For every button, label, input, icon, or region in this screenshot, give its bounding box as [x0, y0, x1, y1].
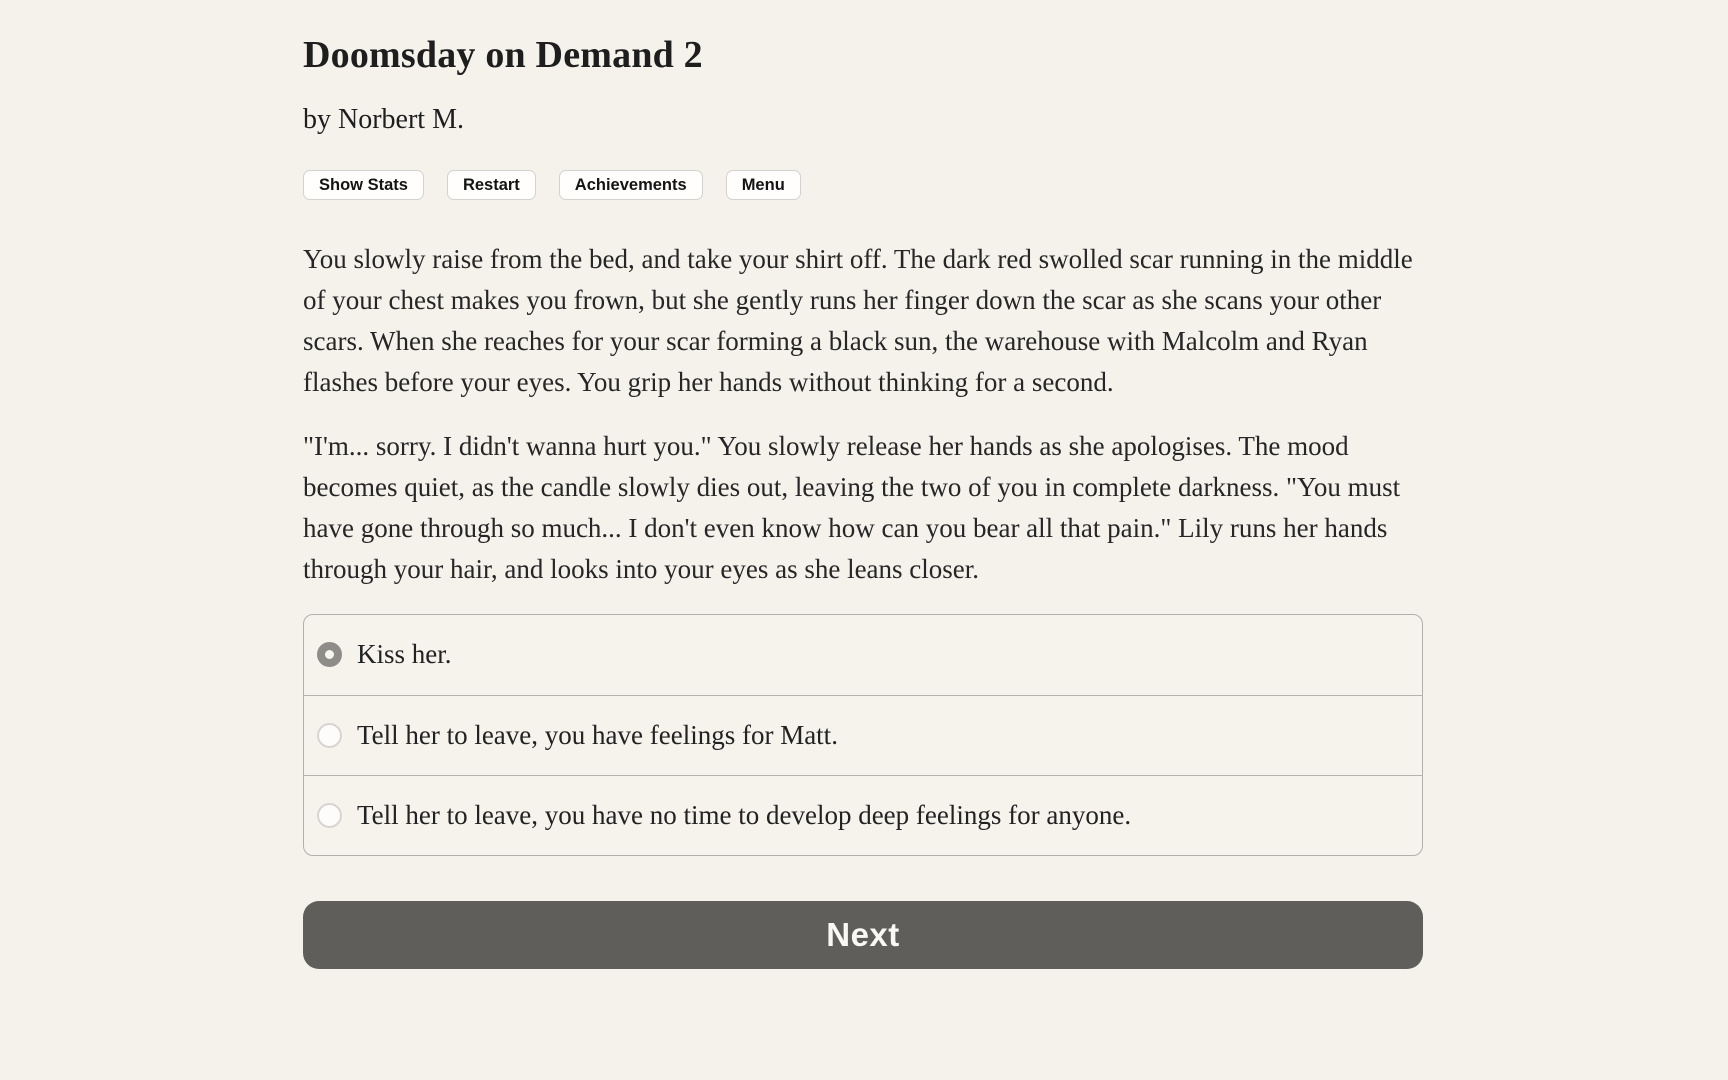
achievements-button[interactable]: Achievements — [559, 170, 703, 200]
author-byline: by Norbert M. — [303, 103, 464, 135]
choice-option-kiss-her[interactable] — [304, 615, 1422, 695]
story-paragraph: You slowly raise from the bed, and take your shirt off. The dark red swolled scar running in the middle of your chest makes you frown, but she gently runs her finger down the scar as she scans your other scars. When she reaches for your scar forming a black sun, the warehouse with Malcolm and Ryan flashes before your eyes. You grip her hands without thinking for a second. — [303, 243, 1413, 397]
story-text — [303, 239, 1423, 590]
choice-option-no-time-for-feelings[interactable] — [304, 775, 1422, 855]
page-title: Doomsday on Demand 2 — [303, 34, 703, 76]
game-content — [303, 0, 1423, 969]
choice-option-label[interactable]: Tell her to leave, you have no time to develop deep feelings for anyone. — [357, 799, 1132, 830]
radio-icon[interactable] — [317, 803, 342, 828]
choice-option-feelings-for-matt[interactable] — [304, 695, 1422, 775]
next-button[interactable]: Next — [303, 901, 1423, 969]
choice-option-label[interactable]: Tell her to leave, you have feelings for Matt. — [357, 719, 838, 750]
menu-button[interactable]: Menu — [726, 170, 801, 200]
story-paragraph: "I'm... sorry. I didn't wanna hurt you." You slowly release her hands as she apologises. The mood becomes quiet, as the candle slowly dies out, leaving the two of you in complete darkness. "You must have gone through so much... I don't even know how can you bear all that pain." Lily runs her hands through your hair, and looks into your eyes as she leans closer. — [303, 430, 1401, 584]
toolbar — [303, 170, 1423, 200]
restart-button[interactable]: Restart — [447, 170, 536, 200]
radio-icon[interactable] — [317, 723, 342, 748]
choice-option-label[interactable]: Kiss her. — [357, 639, 452, 669]
choice-list — [303, 614, 1423, 856]
show-stats-button[interactable]: Show Stats — [303, 170, 424, 200]
radio-icon[interactable] — [317, 642, 342, 667]
